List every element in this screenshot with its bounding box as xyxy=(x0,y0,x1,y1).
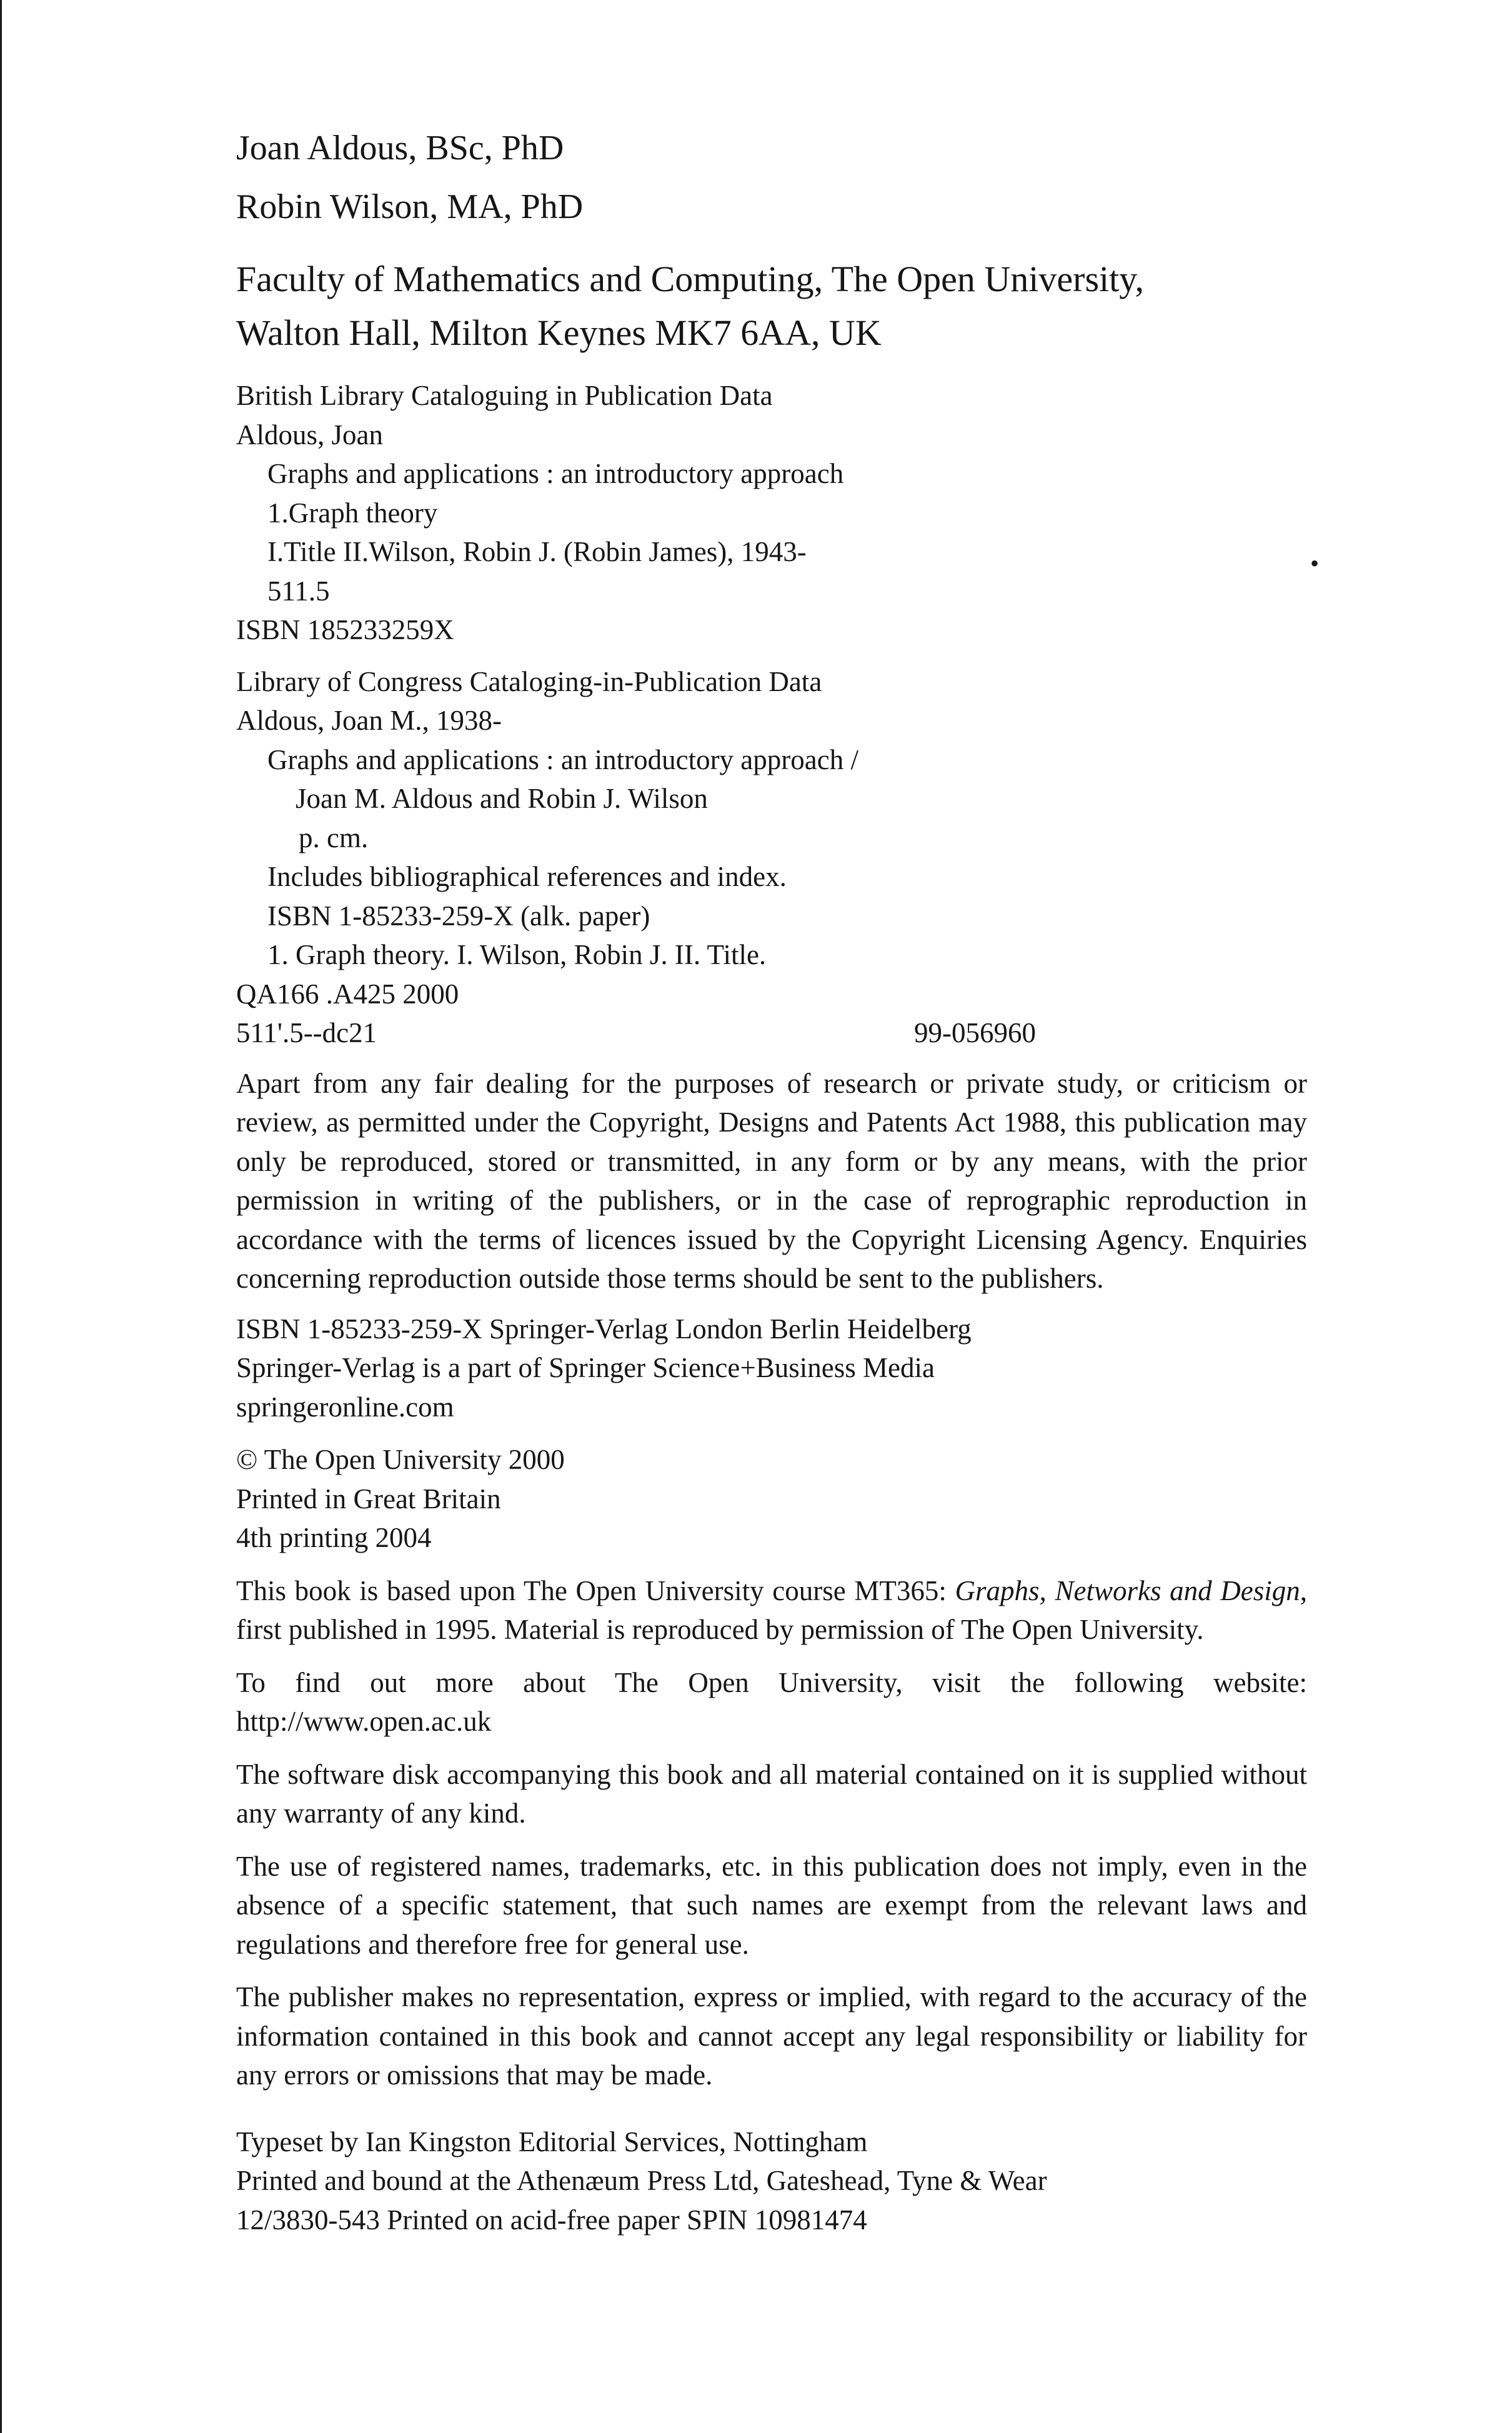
typeset-line: Typeset by Ian Kingston Editorial Services, Nottingham xyxy=(236,2126,868,2157)
loc-call-number: QA166 .A425 2000 xyxy=(236,978,459,1010)
course-note xyxy=(236,1571,1307,1649)
author-aldous: Joan Aldous, BSc, PhD xyxy=(236,129,564,167)
course-note-before: This book is based upon The Open University course MT365: xyxy=(236,1575,955,1606)
bl-author: Aldous, Joan xyxy=(236,419,383,450)
publisher-website: springeronline.com xyxy=(236,1391,454,1423)
website-note: To find out more about The Open University, visit the following website: http://www.open.ac.uk xyxy=(236,1666,1307,1737)
affiliation xyxy=(236,252,1307,360)
production-codes-line: 12/3830-543 Printed on acid-free paper SPIN 10981474 xyxy=(236,2204,867,2236)
loc-tracings: 1. Graph theory. I. Wilson, Robin J. II. Title. xyxy=(267,939,767,970)
printed-in-line: Printed in Great Britain xyxy=(236,1483,501,1515)
loc-classification-row xyxy=(236,1013,1307,1053)
loc-author: Aldous, Joan M., 1938- xyxy=(236,705,502,736)
library-of-congress-cip xyxy=(236,662,1307,1053)
author-wilson: Robin Wilson, MA, PhD xyxy=(236,187,584,226)
copyright-notice: Apart from any fair dealing for the purposes of research or private study, or criticism or review, as permitted under the Copyright, Designs and Patents Act 1988, this publication may only be reproduced, stored or transmitted, in any form or by any means, with the prior permission in writing of the publishers, or in the case of reprographic reproduction in accordance with the terms of licences issued by the Copyright Licensing Agency. Enquiries concerning reproduction outside those terms should be sent to the publishers. xyxy=(236,1067,1307,1294)
page-edge-line xyxy=(0,0,2,2433)
bl-added-entries: I.Title II.Wilson, Robin J. (Robin James), 1943- xyxy=(267,536,807,567)
affiliation-line-2: Walton Hall, Milton Keynes MK7 6AA, UK xyxy=(236,312,882,353)
loc-notes: Includes bibliographical references and index. xyxy=(267,861,787,892)
publisher-isbn: ISBN 1-85233-259-X Springer-Verlag London Berlin Heidelberg xyxy=(236,1313,972,1345)
stray-dot: • xyxy=(1310,549,1320,577)
loc-isbn: ISBN 1-85233-259-X (alk. paper) xyxy=(267,900,650,932)
loc-physical: p. cm. xyxy=(299,822,369,853)
bl-title: Graphs and applications : an introductory approach xyxy=(267,458,844,489)
bl-classification: 511.5 xyxy=(267,575,330,607)
british-library-cip xyxy=(236,376,1307,650)
authors xyxy=(236,119,1307,236)
printing-edition-line: 4th printing 2004 xyxy=(236,1522,432,1553)
loc-heading: Library of Congress Cataloging-in-Publication Data xyxy=(236,665,822,697)
bl-heading: British Library Cataloguing in Publication Data xyxy=(236,380,773,411)
production-info xyxy=(236,2122,1307,2240)
loc-responsibility: Joan M. Aldous and Robin J. Wilson xyxy=(296,783,708,814)
loc-dewey: 511'.5--dc21 xyxy=(236,1017,377,1048)
copyright-page xyxy=(236,119,1307,2239)
loc-lccn: 99-056960 xyxy=(914,1017,1036,1048)
printing-info xyxy=(236,1440,1307,1558)
course-note-after: , first published in 1995. Material is reproduced by permission of The Open University. xyxy=(236,1575,1307,1645)
printed-bound-line: Printed and bound at the Athenæum Press Ltd, Gateshead, Tyne & Wear xyxy=(236,2165,1047,2196)
trademark-note: The use of registered names, trademarks, etc. in this publication does not imply, even in the absence of a specific statement, that such names are exempt from the relevant laws and regulations and therefore free for general use. xyxy=(236,1850,1307,1960)
course-title: Graphs, Networks and Design xyxy=(955,1575,1300,1606)
loc-title: Graphs and applications : an introductory approach / xyxy=(267,744,858,775)
liability-note: The publisher makes no representation, express or implied, with regard to the accuracy of the information contained in this book and cannot accept any legal responsibility or liability for any errors or omissions that may be made. xyxy=(236,1981,1307,2091)
bl-subject: 1.Graph theory xyxy=(267,497,438,529)
affiliation-line-1: Faculty of Mathematics and Computing, The Open University, xyxy=(236,259,1144,299)
publisher-info xyxy=(236,1310,1307,1427)
software-note: The software disk accompanying this book and all material contained on it is supplied without any warranty of any kind. xyxy=(236,1758,1307,1829)
bl-isbn: ISBN 185233259X xyxy=(236,614,454,645)
publisher-parent: Springer-Verlag is a part of Springer Science+Business Media xyxy=(236,1352,935,1383)
copyright-line: © The Open University 2000 xyxy=(236,1444,565,1475)
